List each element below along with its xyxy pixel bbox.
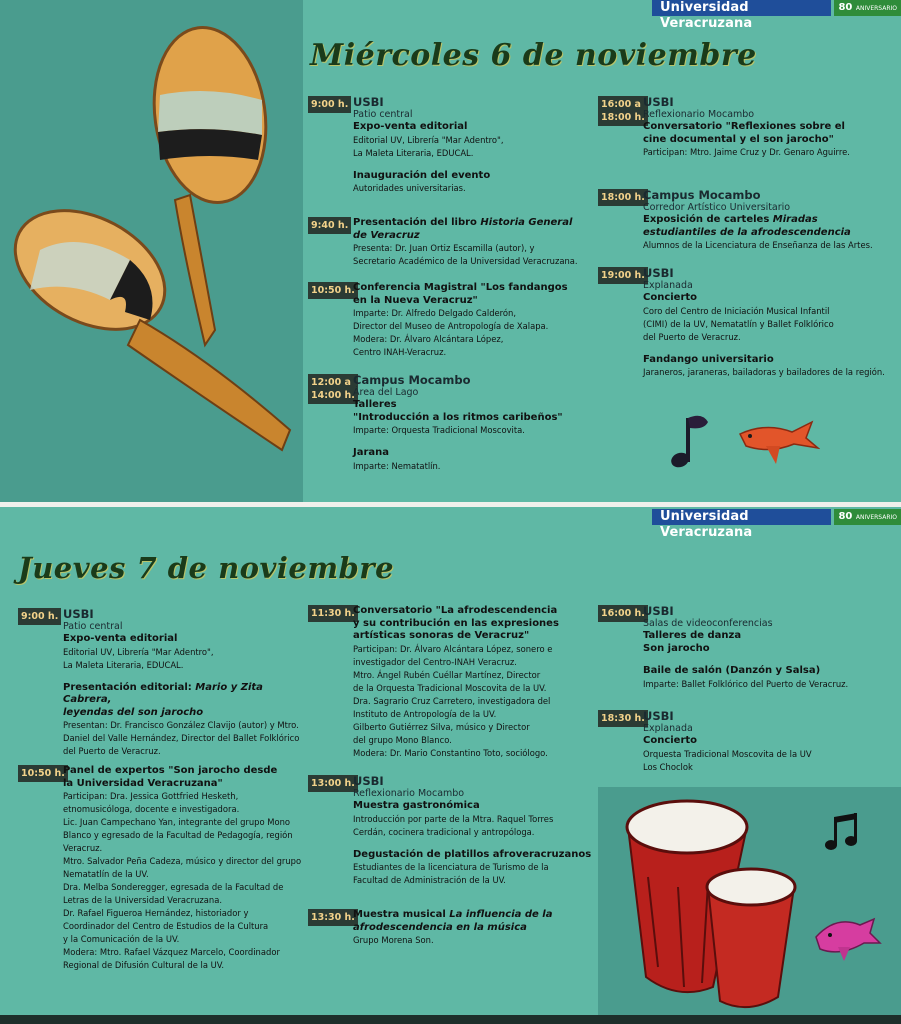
event-title-part: Presentación del libro [353,217,481,228]
event-venue: USBI [353,774,384,788]
event-title: Expo-venta editorial [63,633,178,644]
time-badge: 10:50 h. [18,765,68,782]
event-detail: Cerdán, cocinera tradicional y antropóloga. [353,826,535,837]
event-detail: Letras de la Universidad Veracruzana. [63,895,223,905]
event-detail: del grupo Mono Blanco. [353,734,452,745]
day-panel-wednesday [0,0,901,502]
event-place: Salas de videoconferencias [643,618,773,629]
event-detail: La Maleta Literaria, EDUCAL. [353,147,474,158]
event-title [63,682,308,707]
event-title [643,227,894,240]
time-badge: 19:00 h. [598,267,648,284]
event-detail: Daniel del Valle Hernández, Director del Ballet Folklórico [63,733,300,743]
event-place: Explanada [643,280,693,291]
event-title-part: Presentación editorial: [63,681,196,693]
time-badge: 13:30 h. [308,909,358,926]
time-start: 12:00 a [311,377,351,388]
event-detail: Presentan: Dr. Francisco González Clavijo (autor) y Mtro. [63,720,299,730]
event-title-italic: estudiantiles de la afrodescendencia [643,226,851,238]
page-footer-bar [0,1015,901,1024]
event-title: Degustación de platillos afroveracruzanos [353,848,592,860]
event-detail: Imparte: Nematatlín. [353,460,441,471]
time-badge [308,374,358,404]
event-venue: USBI [643,95,674,109]
event-detail: Regional de Difusión Cultural de la UV. [63,960,225,970]
event-title-italic: Historia General [480,217,573,228]
event-title-part: Muestra musical [353,909,450,920]
event-title: "Introducción a los ritmos caribeños" [353,411,563,423]
event-title: Talleres [353,399,397,410]
event-detail: etnomusicóloga, docente e investigadora. [63,804,240,814]
event-detail: Participan: Dra. Jessica Gottfried Hesketh, [63,791,239,801]
event-detail: del Puerto de Veracruz. [63,746,161,756]
event-detail: Veracruz. [63,843,103,853]
day-title: Miércoles 6 de noviembre [310,38,757,73]
time-end: 14:00 h. [311,390,355,401]
event-detail: Centro INAH-Veracruz. [353,347,447,357]
maracas-illustration [0,0,303,502]
time-badge: 18:00 h. [598,189,648,206]
event-title: Son jarocho [643,642,710,654]
music-note-icon [668,408,712,472]
event-title [643,214,894,227]
time-badge: 18:30 h. [598,710,648,727]
event-title: en la Nueva Veracruz" [353,294,478,306]
event-detail: Editorial UV, Librería "Mar Adentro", [353,134,504,145]
anniversary-number: 80 [838,2,853,13]
event-title-italic: La influencia de la [449,909,553,920]
time-badge: 11:30 h. [308,605,358,622]
event-place: Área del Lago [353,387,419,398]
event-detail: Dra. Melba Sonderegger, egresada de la Facultad de [63,882,284,892]
event-detail: Modera: Dr. Álvaro Alcántara López, [353,334,504,344]
event-detail: Dra. Sagrario Cruz Carretero, investigadora del [353,695,551,706]
event-venue: USBI [643,709,674,723]
event-title: Talleres de danza [643,630,742,641]
event-title: Expo-venta editorial [353,121,468,132]
event-detail: Facultad de Administración de la UV. [353,875,506,885]
event-title-italic: afrodescendencia en la música [353,921,527,933]
event-venue: USBI [643,604,674,618]
event-detail: Modera: Mtro. Rafael Vázquez Marcelo, Coordinador [63,947,280,957]
time-start: 16:00 a [601,99,641,110]
music-note-icon [825,813,857,850]
event-detail: Imparte: Orquesta Tradicional Moscovita. [353,425,525,435]
drums-illustration [598,787,901,1015]
event-title-part: Exposición de carteles [643,214,773,225]
fish-icon [736,416,820,468]
event-title-italic: Miradas [772,214,818,225]
event-detail: y la Comunicación de la UV. [63,934,180,944]
event-detail: Imparte: Dr. Alfredo Delgado Calderón, [353,308,517,318]
event-title: Muestra gastronómica [353,800,480,811]
event-detail: Introducción por parte de la Mtra. Raquel Torres [353,813,554,824]
event-detail: investigador del Centro-INAH Veracruz. [353,656,517,667]
event-title: Conversatorio "Reflexiones sobre el [643,121,845,132]
anniversary-word: ANIVERSARIO [855,514,897,521]
event-detail: Los Choclok [643,761,693,772]
event-title: y su contribución en las expresiones [353,617,559,629]
uv-banner [652,0,901,31]
anniversary-number: 80 [838,511,853,522]
event-detail: Estudiantes de la licenciatura de Turismo de la [353,862,549,872]
time-badge: 10:50 h. [308,282,358,299]
event-title: Fandango universitario [643,353,774,365]
event-detail: Lic. Juan Campechano Yan, integrante del grupo Mono [63,817,291,827]
event-detail: del Puerto de Veracruz. [643,331,741,342]
event-title-italic: leyendas del son jarocho [63,706,204,718]
event-detail: de la Orquesta Tradicional Moscovita de la UV. [353,682,547,693]
time-badge: 13:00 h. [308,775,358,792]
event-title-italic: de Veracruz [353,229,420,241]
event-detail: Dr. Rafael Figueroa Hernández, historiador y [63,908,249,918]
day-title: Jueves 7 de noviembre [18,551,395,585]
event-place: Corredor Artístico Universitario [643,202,791,213]
event-venue: Campus Mocambo [643,188,761,202]
event-title: Concierto [643,735,698,746]
event-title [63,707,308,720]
event-title: artísticas sonoras de Veracruz" [353,630,530,641]
event-title-italic: Mario y Zita Cabrera, [63,681,263,705]
event-title: cine documental y el son jarocho" [643,133,834,145]
event-title: Baile de salón (Danzón y Salsa) [643,665,821,676]
event-detail: Autoridades universitarias. [353,183,466,193]
event-title: Panel de expertos "Son jarocho desde [63,765,278,776]
event-place: Patio central [353,109,413,120]
event-detail: Orquesta Tradicional Moscovita de la UV [643,748,812,759]
drums-art-panel [598,787,901,1015]
event-title: Inauguración del evento [353,169,491,181]
event-place: Reflexionario Mocambo [643,109,755,120]
event-detail: Blanco y egresado de la Facultad de Pedagogía, región [63,830,293,840]
event-detail: Grupo Morena Son. [353,935,434,945]
time-badge: 9:00 h. [18,608,61,625]
event-detail: Director del Museo de Antropología de Xalapa. [353,321,549,331]
event-detail: Editorial UV, Librería "Mar Adentro", [63,646,214,657]
event-detail: Participan: Dr. Álvaro Alcántara López, sonero e [353,643,553,654]
event-detail: Alumnos de la Licenciatura de Enseñanza de las Artes. [643,240,873,250]
event-place: Reflexionario Mocambo [353,788,465,799]
event-place: Explanada [643,723,693,734]
event-detail: Participan: Mtro. Jaime Cruz y Dr. Genaro Aguirre. [643,147,850,157]
event-detail-list [63,790,308,972]
event-detail: Gilberto Gutiérrez Silva, músico y Director [353,721,530,732]
time-end: 18:00 h. [601,112,645,123]
event-title: Conversatorio "La afrodescendencia [353,605,558,616]
university-name: Universidad Veracruzana [652,0,831,16]
event-title [353,230,598,243]
event-detail: Presenta: Dr. Juan Ortiz Escamilla (autor), y [353,243,535,253]
event-title [353,909,598,922]
event-detail: Mtro. Ángel Rubén Cuéllar Martínez, Director [353,669,541,680]
time-badge: 9:00 h. [308,96,351,113]
event-venue: Campus Mocambo [353,373,471,387]
uv-banner [652,509,901,540]
event-detail-list [353,643,598,760]
event-detail: Secretario Académico de la Universidad Veracruzana. [353,256,578,266]
fish-icon [816,919,880,961]
event-detail: La Maleta Literaria, EDUCAL. [63,659,184,670]
anniversary-badge [834,0,901,16]
maracas-art-panel [0,0,303,502]
event-detail: (CIMI) de la UV, Nematatlín y Ballet Folklórico [643,318,834,329]
event-place: Patio central [63,621,123,632]
event-title: Conferencia Magistral "Los fandangos [353,282,568,293]
event-venue: USBI [643,266,674,280]
event-detail: Mtro. Salvador Peña Cadeza, músico y director del grupo [63,856,302,866]
event-detail: Coro del Centro de Iniciación Musical Infantil [643,305,830,316]
event-detail: Instituto de Antropología de la UV. [353,708,497,719]
event-detail: Jaraneros, jaraneras, bailadoras y bailadores de la región. [643,367,885,377]
time-badge [598,96,648,126]
anniversary-word: ANIVERSARIO [855,5,897,12]
event-venue: USBI [353,95,384,109]
event-detail: Nematatlín de la UV. [63,869,149,879]
event-title [353,217,598,230]
event-detail: Modera: Dr. Mario Constantino Toto, sociólogo. [353,747,548,758]
event-title: Jarana [353,447,390,458]
event-title: Concierto [643,292,698,303]
event-title [353,922,598,935]
event-venue: USBI [63,607,94,621]
event-detail: Coordinador del Centro de Estudios de la Cultura [63,921,269,931]
event-title: la Universidad Veracruzana" [63,777,223,789]
time-badge: 16:00 h. [598,605,648,622]
anniversary-badge [834,509,901,525]
time-badge: 9:40 h. [308,217,351,234]
event-detail: Imparte: Ballet Folklórico del Puerto de Veracruz. [643,678,849,689]
university-name: Universidad Veracruzana [652,509,831,525]
